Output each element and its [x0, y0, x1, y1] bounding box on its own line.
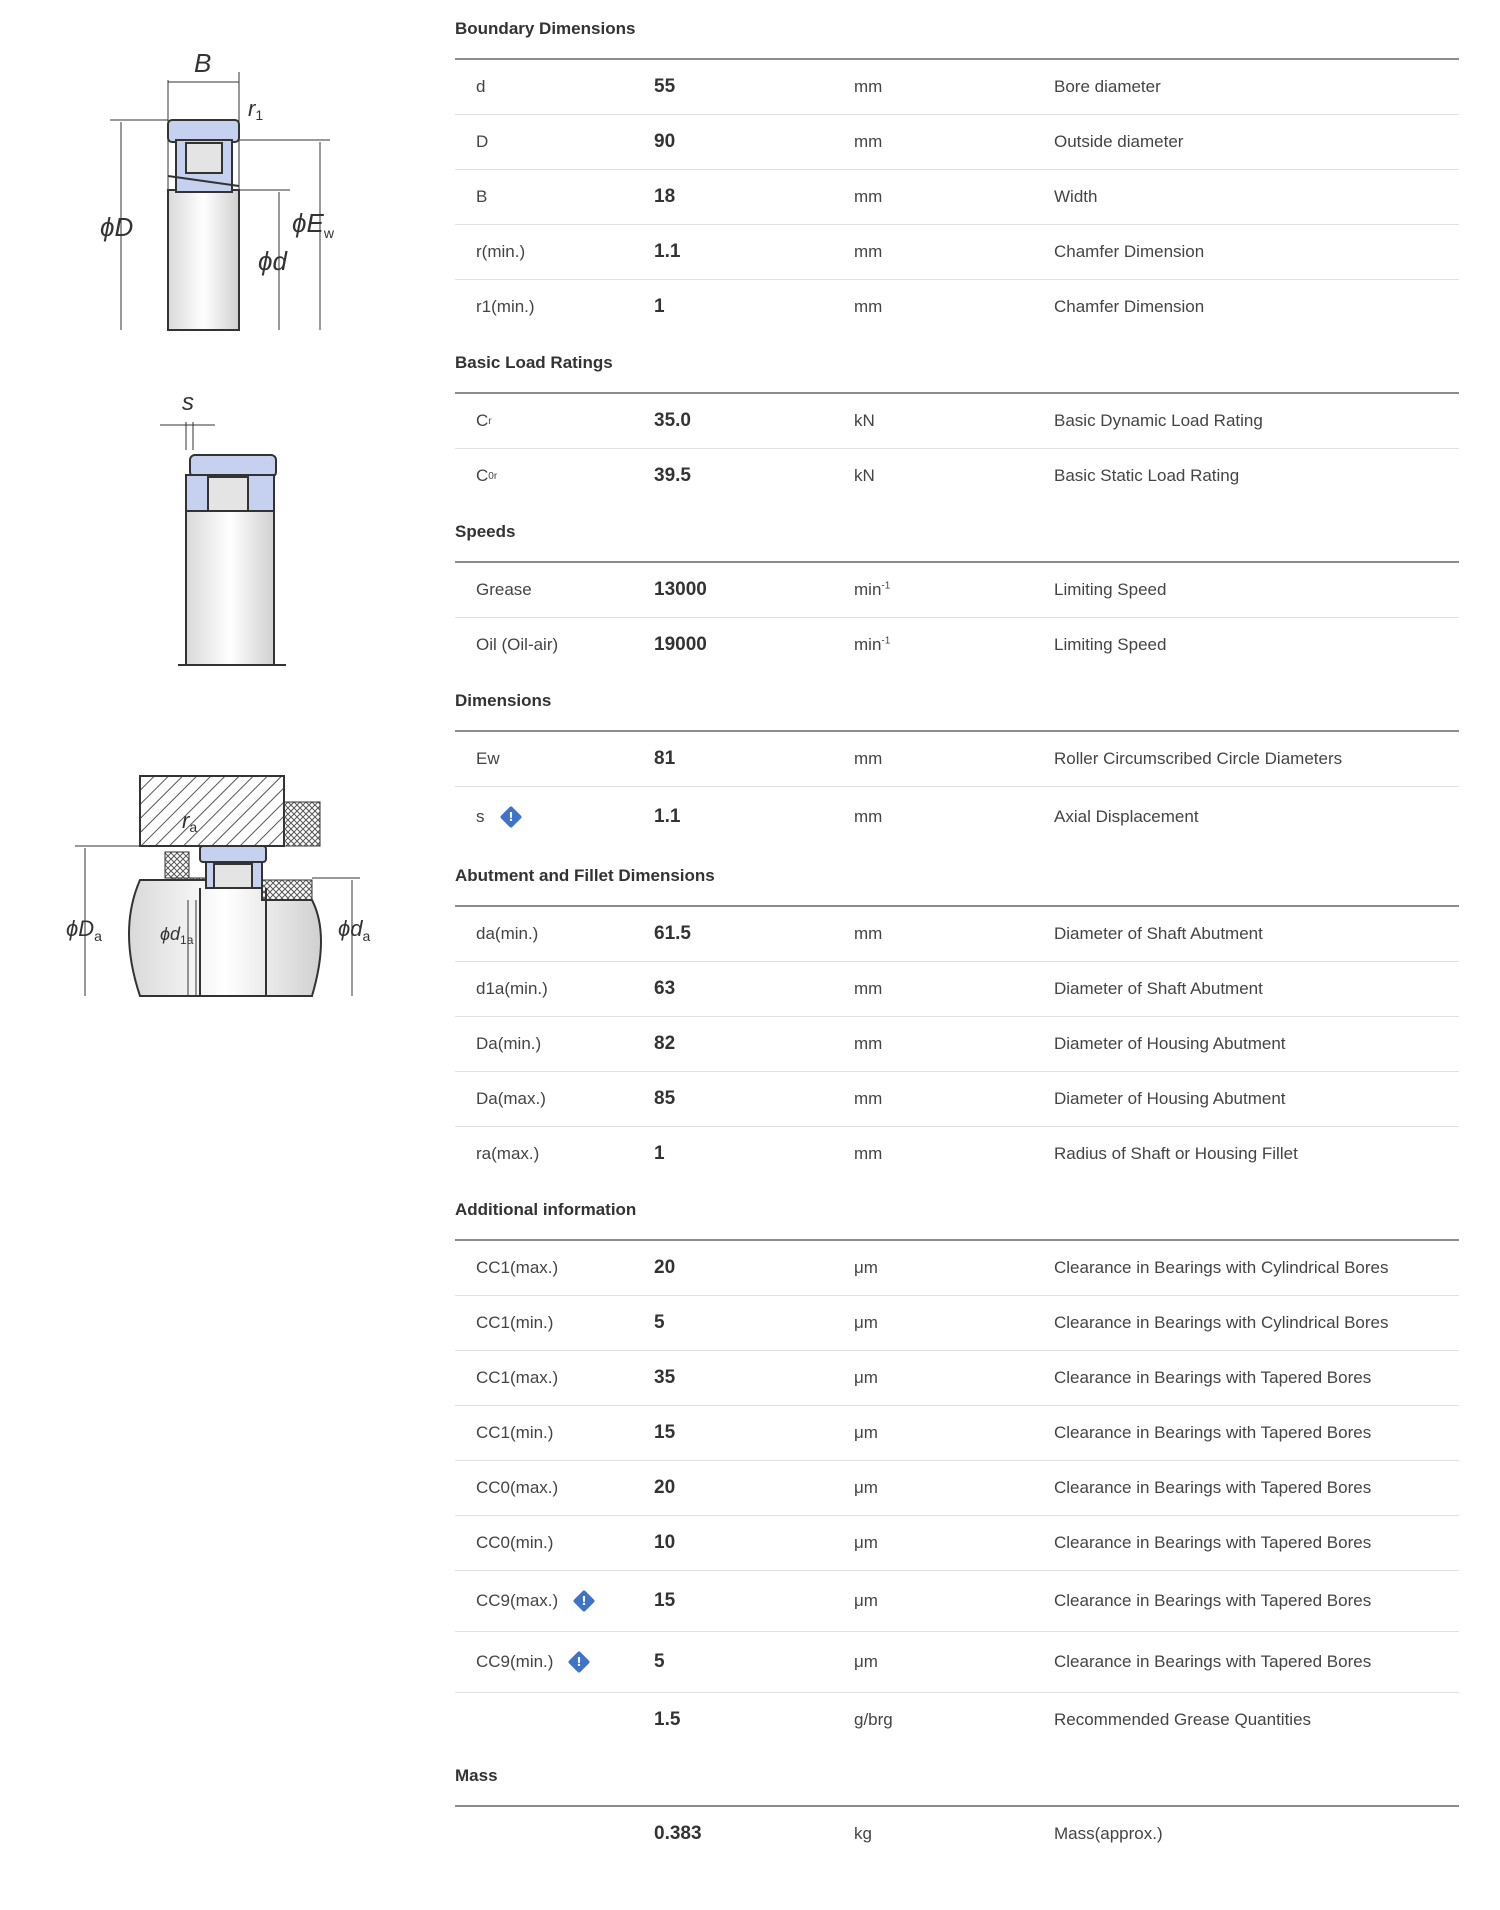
- spec-name: [455, 1313, 654, 1333]
- spec-row: [455, 280, 1459, 334]
- spec-name-text: CC1(max.): [476, 1368, 559, 1387]
- spec-name: [455, 297, 654, 317]
- spec-name-text: CC0(max.): [476, 1478, 559, 1497]
- spec-name: [455, 1258, 654, 1278]
- section-title: Mass: [455, 1747, 1459, 1807]
- spec-section: [455, 672, 1459, 847]
- spec-name: [455, 1368, 654, 1388]
- spec-description: Chamfer Dimension: [1054, 242, 1205, 261]
- spec-row: [455, 1807, 1459, 1861]
- spec-name: [455, 1591, 654, 1611]
- spec-description: Clearance in Bearings with Tapered Bores: [1054, 1423, 1372, 1442]
- spec-unit: [854, 1258, 1054, 1278]
- label-phiDa: $\phi D_a$: [66, 916, 102, 944]
- spec-description: Radius of Shaft or Housing Fillet: [1054, 1144, 1298, 1163]
- spec-value: 81: [654, 748, 676, 769]
- bearing-section-diagram: [0, 0, 360, 340]
- spec-value: 13000: [654, 579, 707, 600]
- spec-name-text: CC1(min.): [476, 1313, 554, 1332]
- spec-row: [455, 1296, 1459, 1351]
- spec-name-text: d1a(min.): [476, 979, 548, 998]
- spec-row: [455, 394, 1459, 449]
- spec-unit-text: mm: [854, 1089, 883, 1108]
- spec-value: 0.383: [654, 1823, 702, 1844]
- spec-unit: [854, 297, 1054, 317]
- axial-displacement-diagram: [0, 380, 360, 670]
- label-phid: ϕd: [258, 246, 287, 276]
- spec-description: Limiting Speed: [1054, 635, 1167, 654]
- spec-name: [455, 635, 654, 655]
- spec-name-text: d: [476, 77, 486, 96]
- spec-name: [455, 1533, 654, 1553]
- spec-name: [455, 187, 654, 207]
- spec-unit-text: μm: [854, 1313, 878, 1332]
- section-title: Dimensions: [455, 672, 1459, 732]
- spec-row: [455, 962, 1459, 1017]
- spec-unit: [854, 1313, 1054, 1333]
- spec-row: [455, 1072, 1459, 1127]
- spec-unit-text: mm: [854, 1034, 883, 1053]
- label-phiEw: $\phi E_w$: [292, 208, 334, 241]
- spec-name-subscript: 0r: [488, 470, 498, 482]
- spec-description: Diameter of Shaft Abutment: [1054, 924, 1263, 943]
- spec-value: 19000: [654, 634, 707, 655]
- spec-name-text: ra(max.): [476, 1144, 540, 1163]
- spec-section: [455, 334, 1459, 503]
- spec-unit: [854, 1034, 1054, 1054]
- spec-row: [455, 115, 1459, 170]
- spec-description: Diameter of Housing Abutment: [1054, 1034, 1286, 1053]
- spec-name: [455, 807, 654, 827]
- spec-value: 1.5: [654, 1709, 681, 1730]
- spec-name-text: Da(max.): [476, 1089, 546, 1108]
- spec-description: Clearance in Bearings with Tapered Bores: [1054, 1533, 1372, 1552]
- spec-unit-text: mm: [854, 749, 883, 768]
- spec-unit-text: μm: [854, 1478, 878, 1497]
- spec-name-subscript: r: [488, 415, 492, 427]
- spec-unit: [854, 924, 1054, 944]
- spec-name: [455, 580, 654, 600]
- spec-value: 5: [654, 1651, 665, 1672]
- spec-name: [455, 924, 654, 944]
- spec-row: [455, 170, 1459, 225]
- spec-row: [455, 907, 1459, 962]
- label-phida: $\phi d_a$: [338, 916, 371, 944]
- spec-section: [455, 1747, 1459, 1861]
- spec-unit-text: mm: [854, 187, 883, 206]
- spec-description: Clearance in Bearings with Cylindrical Bores: [1054, 1313, 1389, 1332]
- spec-description: Roller Circumscribed Circle Diameters: [1054, 749, 1343, 768]
- spec-description: Clearance in Bearings with Tapered Bores: [1054, 1478, 1372, 1497]
- spec-name-text: Grease: [476, 580, 532, 599]
- spec-row: [455, 1571, 1459, 1632]
- spec-unit: [854, 580, 1054, 600]
- section-title: Abutment and Fillet Dimensions: [455, 847, 1459, 907]
- spec-unit: [854, 77, 1054, 97]
- spec-unit: [854, 411, 1054, 431]
- spec-description: Outside diameter: [1054, 132, 1184, 151]
- spec-unit: [854, 1824, 1054, 1844]
- spec-row: [455, 1017, 1459, 1072]
- spec-row: [455, 1241, 1459, 1296]
- spec-name-text: da(min.): [476, 924, 539, 943]
- spec-name-text: CC9(max.): [476, 1591, 559, 1610]
- spec-name-text: C: [476, 411, 489, 430]
- spec-name-text: CC1(max.): [476, 1258, 559, 1277]
- spec-value: 90: [654, 131, 676, 152]
- spec-description: Width: [1054, 187, 1098, 206]
- spec-value: 1: [654, 296, 665, 317]
- spec-value: 85: [654, 1088, 676, 1109]
- spec-description: Basic Static Load Rating: [1054, 466, 1240, 485]
- spec-description: Diameter of Housing Abutment: [1054, 1089, 1286, 1108]
- spec-name: [455, 1478, 654, 1498]
- spec-name-text: B: [476, 187, 488, 206]
- spec-unit-text: μm: [854, 1368, 878, 1387]
- spec-unit: [854, 187, 1054, 207]
- bearing-diagrams: [0, 0, 440, 1010]
- info-icon[interactable]: [568, 1651, 591, 1674]
- spec-unit-text: mm: [854, 132, 883, 151]
- spec-unit: [854, 635, 1054, 655]
- section-title: Additional information: [455, 1181, 1459, 1241]
- spec-row: [455, 1127, 1459, 1181]
- spec-unit-superscript: -1: [881, 635, 891, 647]
- spec-unit-text: μm: [854, 1591, 878, 1610]
- spec-value: 20: [654, 1477, 676, 1498]
- spec-unit: [854, 132, 1054, 152]
- label-ra: ra: [182, 808, 198, 835]
- spec-row: [455, 787, 1459, 847]
- spec-name-text: D: [476, 132, 489, 151]
- spec-tables: [455, 0, 1459, 1861]
- spec-row: [455, 60, 1459, 115]
- spec-name: [455, 411, 654, 431]
- spec-section: [455, 503, 1459, 672]
- spec-description: Diameter of Shaft Abutment: [1054, 979, 1263, 998]
- spec-section: [455, 1181, 1459, 1747]
- spec-unit-text: mm: [854, 807, 883, 826]
- spec-unit: [854, 807, 1054, 827]
- spec-name: [455, 77, 654, 97]
- spec-unit-text: mm: [854, 297, 883, 316]
- spec-unit-text: min: [854, 635, 882, 654]
- spec-section: [455, 0, 1459, 334]
- spec-name: [455, 1089, 654, 1109]
- abutment-diagram: [0, 760, 400, 1010]
- spec-row: [455, 732, 1459, 787]
- spec-description: Basic Dynamic Load Rating: [1054, 411, 1263, 430]
- spec-name-text: r1(min.): [476, 297, 535, 316]
- spec-unit: [854, 1710, 1054, 1730]
- spec-unit-text: μm: [854, 1652, 878, 1671]
- spec-value: 63: [654, 978, 676, 999]
- spec-unit: [854, 749, 1054, 769]
- spec-name: [455, 1034, 654, 1054]
- spec-name: [455, 1144, 654, 1164]
- spec-unit-text: mm: [854, 979, 883, 998]
- spec-name: [455, 749, 654, 769]
- spec-value: 55: [654, 76, 676, 97]
- spec-name: [455, 242, 654, 262]
- label-B: B: [194, 48, 212, 78]
- spec-unit-text: kg: [854, 1824, 872, 1843]
- section-title: Speeds: [455, 503, 1459, 563]
- spec-unit-text: mm: [854, 1144, 883, 1163]
- spec-description: Clearance in Bearings with Tapered Bores: [1054, 1591, 1372, 1610]
- spec-unit: [854, 1368, 1054, 1388]
- spec-unit-text: min: [854, 580, 882, 599]
- spec-unit-text: μm: [854, 1423, 878, 1442]
- spec-unit: [854, 1652, 1054, 1672]
- spec-row: [455, 1461, 1459, 1516]
- spec-unit-text: μm: [854, 1533, 878, 1552]
- spec-unit-text: kN: [854, 466, 875, 485]
- spec-unit-text: mm: [854, 242, 883, 261]
- spec-name: [455, 979, 654, 999]
- spec-value: 1: [654, 1143, 665, 1164]
- spec-value: 35: [654, 1367, 676, 1388]
- spec-unit-superscript: -1: [881, 580, 891, 592]
- spec-description: Recommended Grease Quantities: [1054, 1710, 1312, 1729]
- spec-row: [455, 1406, 1459, 1461]
- spec-description: Bore diameter: [1054, 77, 1161, 96]
- spec-unit: [854, 466, 1054, 486]
- section-title: Basic Load Ratings: [455, 334, 1459, 394]
- label-phiD: ϕD: [100, 212, 134, 242]
- spec-value: 10: [654, 1532, 676, 1553]
- spec-description: Chamfer Dimension: [1054, 297, 1205, 316]
- spec-row: [455, 1351, 1459, 1406]
- spec-row: [455, 225, 1459, 280]
- spec-value: 1.1: [654, 806, 681, 827]
- spec-row: [455, 1632, 1459, 1693]
- spec-unit: [854, 1089, 1054, 1109]
- spec-name-text: Da(min.): [476, 1034, 542, 1053]
- spec-name-text: CC9(min.): [476, 1652, 554, 1671]
- spec-value: 35.0: [654, 410, 691, 431]
- spec-value: 82: [654, 1033, 676, 1054]
- spec-description: Clearance in Bearings with Tapered Bores: [1054, 1652, 1372, 1671]
- spec-row: [455, 563, 1459, 618]
- spec-value: 18: [654, 186, 676, 207]
- spec-value: 20: [654, 1257, 676, 1278]
- info-icon[interactable]: [573, 1590, 596, 1613]
- info-icon[interactable]: [499, 806, 522, 829]
- spec-unit-text: kN: [854, 411, 875, 430]
- spec-name-text: s: [476, 807, 485, 826]
- spec-unit-text: mm: [854, 77, 883, 96]
- spec-name-text: r(min.): [476, 242, 526, 261]
- spec-name-text: C: [476, 466, 489, 485]
- label-phid1a: $\phi d_{1a}$: [160, 924, 194, 947]
- spec-name: [455, 1652, 654, 1672]
- spec-description: Axial Displacement: [1054, 807, 1199, 826]
- spec-unit: [854, 1423, 1054, 1443]
- spec-row: [455, 618, 1459, 672]
- spec-unit: [854, 242, 1054, 262]
- spec-unit: [854, 1478, 1054, 1498]
- spec-row: [455, 1693, 1459, 1747]
- section-title: Boundary Dimensions: [455, 0, 1459, 60]
- spec-name-text: Ew: [476, 749, 500, 768]
- spec-unit: [854, 1144, 1054, 1164]
- label-r1: r1: [248, 96, 264, 123]
- spec-value: 5: [654, 1312, 665, 1333]
- spec-description: Limiting Speed: [1054, 580, 1167, 599]
- spec-name-text: CC0(min.): [476, 1533, 554, 1552]
- spec-row: [455, 1516, 1459, 1571]
- spec-value: 39.5: [654, 465, 691, 486]
- spec-name-text: CC1(min.): [476, 1423, 554, 1442]
- spec-description: Clearance in Bearings with Tapered Bores: [1054, 1368, 1372, 1387]
- spec-name: [455, 1423, 654, 1443]
- spec-value: 61.5: [654, 923, 691, 944]
- spec-unit: [854, 1591, 1054, 1611]
- spec-description: Clearance in Bearings with Cylindrical Bores: [1054, 1258, 1389, 1277]
- spec-name-text: Oil (Oil-air): [476, 635, 559, 654]
- spec-section: [455, 847, 1459, 1181]
- spec-unit-text: mm: [854, 924, 883, 943]
- spec-name: [455, 466, 654, 486]
- spec-unit: [854, 1533, 1054, 1553]
- spec-name: [455, 132, 654, 152]
- spec-value: 15: [654, 1590, 676, 1611]
- spec-unit-text: μm: [854, 1258, 878, 1277]
- spec-row: [455, 449, 1459, 503]
- spec-unit-text: g/brg: [854, 1710, 893, 1729]
- spec-value: 15: [654, 1422, 676, 1443]
- spec-unit: [854, 979, 1054, 999]
- label-s: s: [182, 389, 194, 416]
- spec-description: Mass(approx.): [1054, 1824, 1163, 1843]
- spec-value: 1.1: [654, 241, 681, 262]
